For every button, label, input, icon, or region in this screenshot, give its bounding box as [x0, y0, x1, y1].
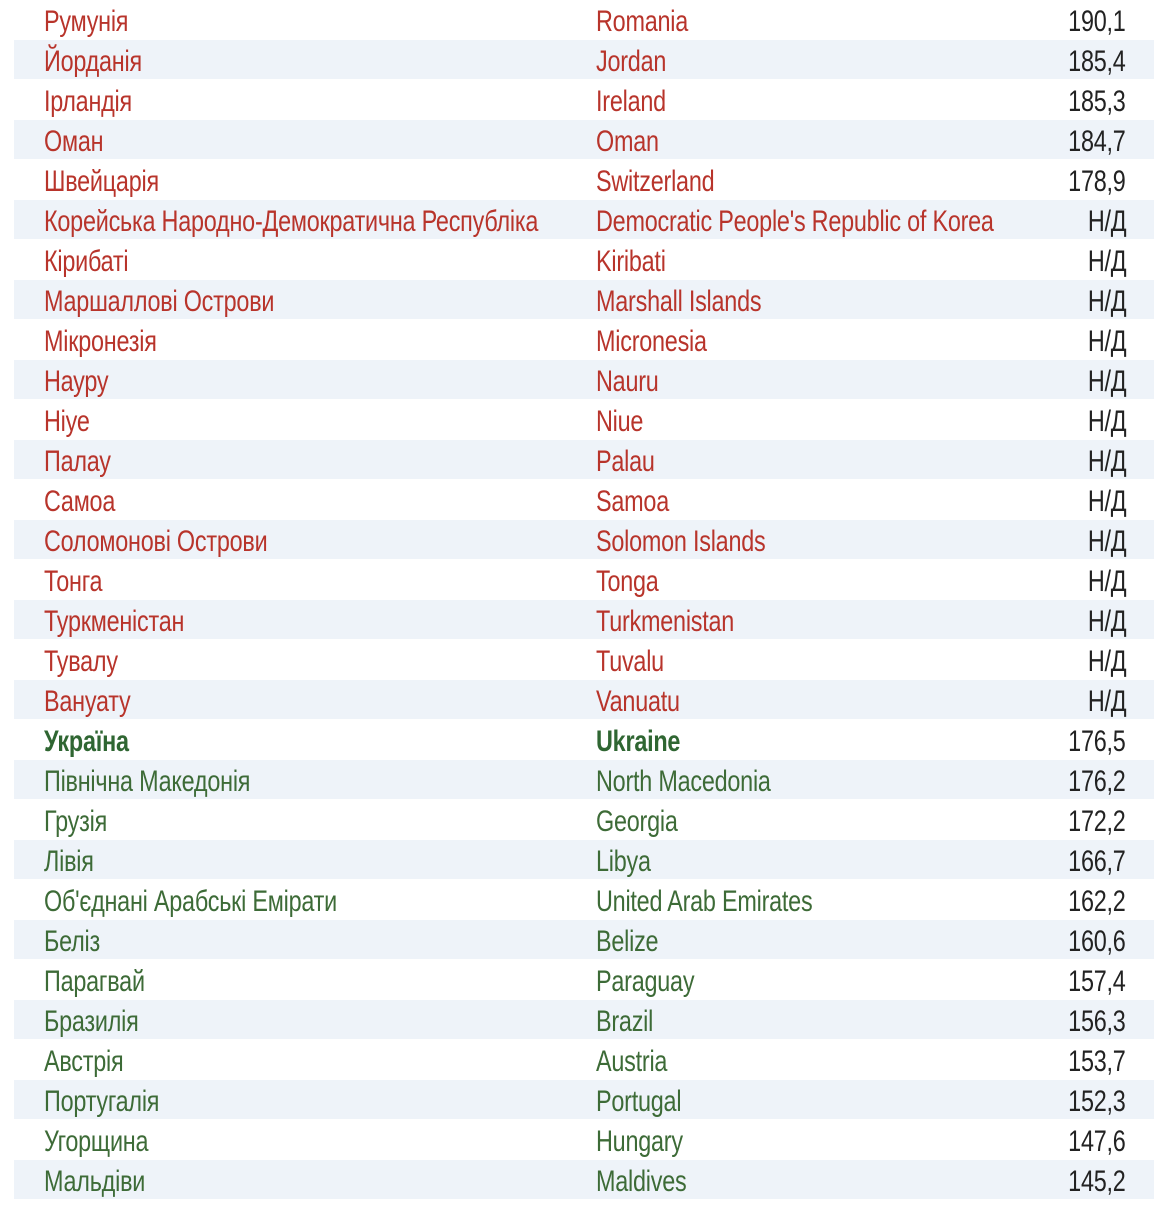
country-name-english: Switzerland: [596, 165, 715, 198]
country-name-english: Samoa: [596, 485, 669, 518]
country-name-english: Portugal: [596, 1085, 682, 1118]
country-value: 185,3: [1068, 85, 1126, 118]
country-name-english: Nauru: [596, 365, 659, 398]
country-value: Н/Д: [1087, 685, 1126, 718]
table-row: [14, 360, 1154, 400]
country-value: 156,3: [1068, 1005, 1126, 1038]
country-name-english: Kiribati: [596, 245, 666, 278]
country-name-english: Georgia: [596, 805, 678, 838]
country-name-ukrainian: Україна: [44, 725, 129, 758]
table-row: [14, 440, 1154, 480]
country-name-ukrainian: Мальдіви: [44, 1165, 146, 1198]
country-name-english: Ireland: [596, 85, 666, 118]
country-name-english: Marshall Islands: [596, 285, 762, 318]
country-name-ukrainian: Туркменістан: [44, 605, 185, 638]
country-value: 145,2: [1068, 1165, 1126, 1198]
country-value: Н/Д: [1087, 405, 1126, 438]
table-row: [14, 320, 1154, 360]
country-value: 172,2: [1068, 805, 1126, 838]
country-name-ukrainian: Об'єднані Арабські Емірати: [44, 885, 337, 918]
country-name-english: Romania: [596, 5, 689, 38]
country-value: 153,7: [1068, 1045, 1126, 1078]
country-name-english: Brazil: [596, 1005, 654, 1038]
country-name-ukrainian: Північна Македонія: [44, 765, 251, 798]
table-row: [14, 960, 1154, 1000]
country-name-ukrainian: Лівія: [44, 845, 94, 878]
country-name-english: North Macedonia: [596, 765, 771, 798]
country-name-ukrainian: Корейська Народно-Демократична Республіка: [44, 205, 539, 238]
country-name-ukrainian: Португалія: [44, 1085, 160, 1118]
country-name-ukrainian: Мікронезія: [44, 325, 157, 358]
table-row: [14, 760, 1154, 800]
country-name-ukrainian: Кірибаті: [44, 245, 129, 278]
country-name-english: Democratic People's Republic of Korea: [596, 205, 994, 238]
country-table: [14, 0, 1154, 1210]
table-row: [14, 720, 1154, 760]
country-value: 185,4: [1068, 45, 1126, 78]
table-row: [14, 880, 1154, 920]
country-name-english: Maldives: [596, 1165, 687, 1198]
country-value: 147,6: [1068, 1125, 1126, 1158]
table-row: [14, 1160, 1154, 1200]
country-name-english: Niue: [596, 405, 644, 438]
country-name-english: Belize: [596, 925, 659, 958]
table-row: [14, 520, 1154, 560]
table-row: [14, 600, 1154, 640]
table-row: [14, 240, 1154, 280]
country-value: Н/Д: [1087, 325, 1126, 358]
country-name-english: Ukraine: [596, 725, 681, 758]
country-name-ukrainian: Тонга: [44, 565, 103, 598]
country-name-ukrainian: Вануату: [44, 685, 131, 718]
country-value: 190,1: [1068, 5, 1126, 38]
table-row: [14, 1000, 1154, 1040]
country-name-ukrainian: Румунія: [44, 5, 129, 38]
country-value: Н/Д: [1087, 285, 1126, 318]
country-name-ukrainian: Йорданія: [44, 45, 142, 78]
country-name-ukrainian: Угорщина: [44, 1125, 149, 1158]
country-value: Н/Д: [1087, 525, 1126, 558]
country-name-ukrainian: Ірландія: [44, 85, 132, 118]
table-row: [14, 280, 1154, 320]
country-value: Н/Д: [1087, 645, 1126, 678]
country-name-ukrainian: Австрія: [44, 1045, 124, 1078]
table-row: [14, 1080, 1154, 1120]
country-name-ukrainian: Палау: [44, 445, 111, 478]
country-value: Н/Д: [1087, 565, 1126, 598]
country-name-english: Paraguay: [596, 965, 695, 998]
table-row: [14, 840, 1154, 880]
country-value: Н/Д: [1087, 365, 1126, 398]
table-row: [14, 80, 1154, 120]
country-name-ukrainian: Беліз: [44, 925, 101, 958]
country-value: 176,2: [1068, 765, 1126, 798]
country-value: 157,4: [1068, 965, 1126, 998]
country-value: 178,9: [1068, 165, 1126, 198]
table-row: [14, 480, 1154, 520]
country-name-english: Tuvalu: [596, 645, 664, 678]
country-name-ukrainian: Грузія: [44, 805, 108, 838]
country-name-ukrainian: Оман: [44, 125, 104, 158]
country-name-english: Tonga: [596, 565, 659, 598]
country-value: Н/Д: [1087, 245, 1126, 278]
country-value: Н/Д: [1087, 205, 1126, 238]
country-name-english: Jordan: [596, 45, 667, 78]
country-name-english: Solomon Islands: [596, 525, 766, 558]
table-row: [14, 1120, 1154, 1160]
country-value: 166,7: [1068, 845, 1126, 878]
country-value: 176,5: [1068, 725, 1126, 758]
table-row: [14, 680, 1154, 720]
table-row: [14, 40, 1154, 80]
country-name-ukrainian: Швейцарія: [44, 165, 159, 198]
country-name-ukrainian: Науру: [44, 365, 109, 398]
country-value: Н/Д: [1087, 445, 1126, 478]
country-name-english: Libya: [596, 845, 651, 878]
country-name-english: Oman: [596, 125, 659, 158]
country-name-english: Micronesia: [596, 325, 707, 358]
table-row: [14, 920, 1154, 960]
country-name-english: Vanuatu: [596, 685, 680, 718]
country-value: Н/Д: [1087, 485, 1126, 518]
table-row: [14, 640, 1154, 680]
country-value: 160,6: [1068, 925, 1126, 958]
country-value: Н/Д: [1087, 605, 1126, 638]
table-row: [14, 400, 1154, 440]
country-value: 184,7: [1068, 125, 1126, 158]
table-row: [14, 160, 1154, 200]
country-name-english: Hungary: [596, 1125, 683, 1158]
country-name-ukrainian: Тувалу: [44, 645, 118, 678]
country-name-english: Austria: [596, 1045, 668, 1078]
country-name-ukrainian: Маршаллові Острови: [44, 285, 275, 318]
country-value: 162,2: [1068, 885, 1126, 918]
table-row: [14, 0, 1154, 40]
country-name-english: United Arab Emirates: [596, 885, 813, 918]
table-row: [14, 1040, 1154, 1080]
table-row-cut-off: [14, 1200, 1154, 1210]
country-name-ukrainian: Самоа: [44, 485, 116, 518]
table-row: [14, 120, 1154, 160]
table-row: [14, 560, 1154, 600]
table-row: [14, 800, 1154, 840]
country-name-ukrainian: Бразилія: [44, 1005, 139, 1038]
table-row: [14, 200, 1154, 240]
country-name-ukrainian: Ніуе: [44, 405, 90, 438]
country-value: 152,3: [1068, 1085, 1126, 1118]
country-name-english: Palau: [596, 445, 655, 478]
country-name-ukrainian: Парагвай: [44, 965, 145, 998]
country-name-english: Turkmenistan: [596, 605, 735, 638]
country-name-ukrainian: Соломонові Острови: [44, 525, 268, 558]
